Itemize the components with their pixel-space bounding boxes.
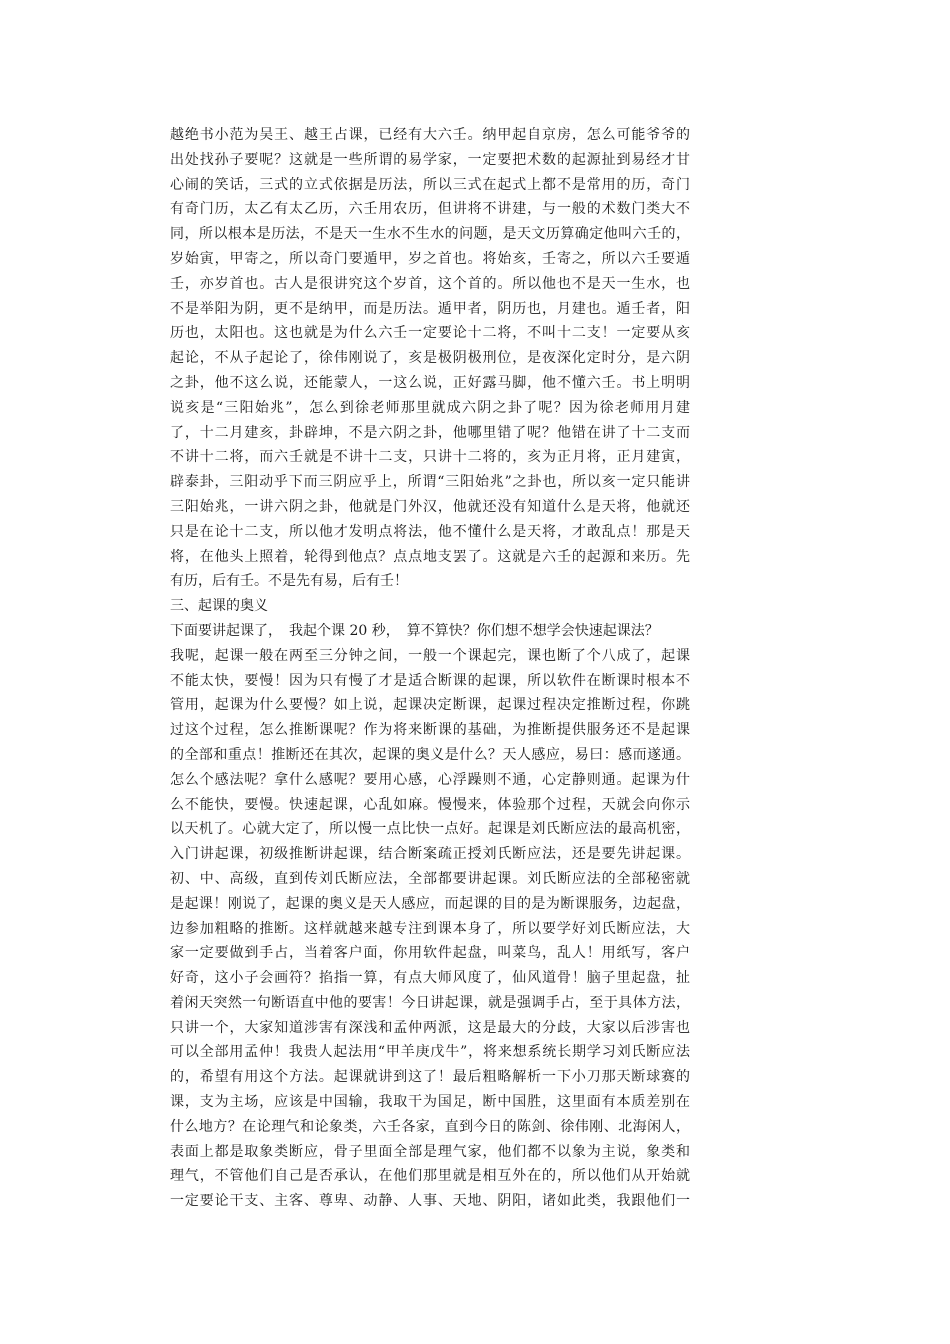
text-line: 怎么个感法呢？拿什么感呢？要用心感，心浮躁则不通，心定静则通。起课为什 bbox=[170, 771, 690, 788]
text-line: 可以全部用孟仲！我贵人起法用“甲羊庚戊牛”，将来想系统长期学习刘氏断应法 bbox=[170, 1044, 690, 1061]
text-line: 历也，太阳也。这也就是为什么六壬一定要论十二将，不叫十二支！一定要从亥 bbox=[170, 325, 690, 342]
text-line: 么不能快，要慢。快速起课，心乱如麻。慢慢来，体验那个过程，天就会向你示 bbox=[170, 796, 690, 813]
text-line: 初、中、高级，直到传刘氏断应法，全部都要讲起课。刘氏断应法的全部秘密就 bbox=[170, 870, 690, 887]
text-line: 好奇，这小子会画符？掐指一算，有点大师风度了，仙风道骨！脑子里起盘，扯 bbox=[170, 970, 690, 987]
text-line: 过这个过程，怎么推断课呢？作为将来断课的基础，为推断提供服务还不是起课 bbox=[170, 722, 690, 739]
text-line: 说亥是“三阳始兆”，怎么到徐老师那里就成六阴之卦了呢？因为徐老师用月建 bbox=[170, 399, 690, 416]
text-line: 什么地方？在论理气和论象类，六壬各家，直到今日的陈剑、徐伟刚、北海闲人， bbox=[170, 1118, 690, 1135]
text-line: 着闲天突然一句断语直中他的要害！今日讲起课，就是强调手占，至于具体方法， bbox=[170, 994, 690, 1011]
text-line: 起论，不从子起论了，徐伟刚说了，亥是极阴极刑位，是夜深化定时分，是六阴 bbox=[170, 350, 690, 367]
text-line: 家一定要做到手占，当着客户面，你用软件起盘，叫菜鸟，乱人！用纸写，客户 bbox=[170, 945, 690, 962]
text-line: 有奇门历，太乙有太乙历，六壬用农历，但讲将不讲建，与一般的术数门类大不 bbox=[170, 201, 690, 218]
text-line: 越绝书小范为吴王、越王占课，已经有大六壬。纳甲起自京房，怎么可能爷爷的 bbox=[170, 127, 690, 143]
text-line: 以天机了。心就大定了，所以慢一点比快一点好。起课是刘氏断应法的最高机密， bbox=[170, 821, 690, 838]
text-line: 课，支为主场，应该是中国输，我取干为国足，断中国胜，这里面有本质差别在 bbox=[170, 1094, 690, 1111]
text-line: 只是在论十二支，所以他才发明点将法，他不懂什么是天将，才敢乱点！那是天 bbox=[170, 523, 690, 540]
text-line: 表面上都是取象类断应，骨子里面全部是理气家，他们都不以象为主说，象类和 bbox=[170, 1143, 690, 1160]
text-line: 不是举阳为阴，更不是纳甲，而是历法。遁甲者，阴历也，月建也。遁壬者，阳 bbox=[170, 300, 690, 317]
text-line: 心闹的笑话，三式的立式依据是历法，所以三式在起式上都不是常用的历，奇门 bbox=[170, 176, 690, 193]
text-line: 管用，起课为什么要慢？如上说，起课决定断课，起课过程决定推断过程，你跳 bbox=[170, 697, 690, 714]
text-line: 不讲十二将，而六壬就是不讲十二支，只讲十二将的，亥为正月将，正月建寅， bbox=[170, 449, 690, 466]
text-line: 理气，不管他们自己是否承认，在他们那里就是相互外在的，所以他们从开始就 bbox=[170, 1168, 690, 1185]
document-body bbox=[170, 123, 690, 1214]
text-line: 三阳始兆，一讲六阴之卦，他就是门外汉，他就还没有知道什么是天将，他就还 bbox=[170, 498, 690, 515]
text-line: 是起课！刚说了，起课的奥义是天人感应，而起课的目的是为断课服务，边起盘， bbox=[170, 895, 690, 912]
text-line: 出处找孙子要呢？这就是一些所谓的易学家，一定要把术数的起源扯到易经才甘 bbox=[170, 151, 690, 168]
text-line: 一定要论干支、主客、尊卑、动静、人事、天地、阴阳，诸如此类，我跟他们一 bbox=[170, 1193, 690, 1210]
text-line: 我呢，起课一般在两至三分钟之间，一般一个课起完，课也断了个八成了，起课 bbox=[170, 647, 690, 664]
text-line: 的全部和重点！推断还在其次，起课的奥义是什么？天人感应，易曰：感而遂通。 bbox=[170, 746, 690, 763]
text-line: 岁始寅，甲寄之，所以奇门要遁甲，岁之首也。将始亥，壬寄之，所以六壬要遁 bbox=[170, 250, 690, 267]
text-line: 入门讲起课，初级推断讲起课，结合断案疏正授刘氏断应法，还是要先讲起课。 bbox=[170, 846, 690, 863]
text-line: 不能太快，要慢！因为只有慢了才是适合断课的起课，所以软件在断课时根本不 bbox=[170, 672, 690, 689]
text-line: 有历，后有壬。不是先有易，后有壬！ bbox=[170, 573, 408, 590]
text-line: 的，希望有用这个方法。起课就讲到这了！最后粗略解析一下小刀那天断球赛的 bbox=[170, 1069, 690, 1086]
text-line: 同，所以根本是历法，不是天一生水不生水的问题，是天文历算确定他叫六壬的， bbox=[170, 226, 690, 243]
text-line: 三、起课的奥义 bbox=[170, 598, 268, 615]
text-line: 只讲一个，大家知道涉害有深浅和孟仲两派，这是最大的分歧，大家以后涉害也 bbox=[170, 1019, 690, 1036]
text-line: 了，十二月建亥，卦辟坤，不是六阴之卦，他哪里错了呢？他错在讲了十二支而 bbox=[170, 424, 690, 441]
text-line: 壬，亦岁首也。古人是很讲究这个岁首，这个首的。所以他也不是天一生水，也 bbox=[170, 275, 690, 292]
text-line: 将，在他头上照着，轮得到他点？点点地支罢了。这就是六壬的起源和来历。先 bbox=[170, 548, 690, 565]
text-line: 之卦，他不这么说，还能蒙人，一这么说，正好露马脚，他不懂六壬。书上明明 bbox=[170, 374, 690, 391]
text-line: 边参加粗略的推断。这样就越来越专注到课本身了，所以要学好刘氏断应法，大 bbox=[170, 920, 690, 937]
text-line: 辟泰卦，三阳动乎下而三阴应乎上，所谓“三阳始兆”之卦也，所以亥一定只能讲 bbox=[170, 474, 690, 491]
text-line: 下面要讲起课了， 我起个课 20 秒， 算不算快？你们想不想学会快速起课法？ bbox=[170, 622, 659, 639]
